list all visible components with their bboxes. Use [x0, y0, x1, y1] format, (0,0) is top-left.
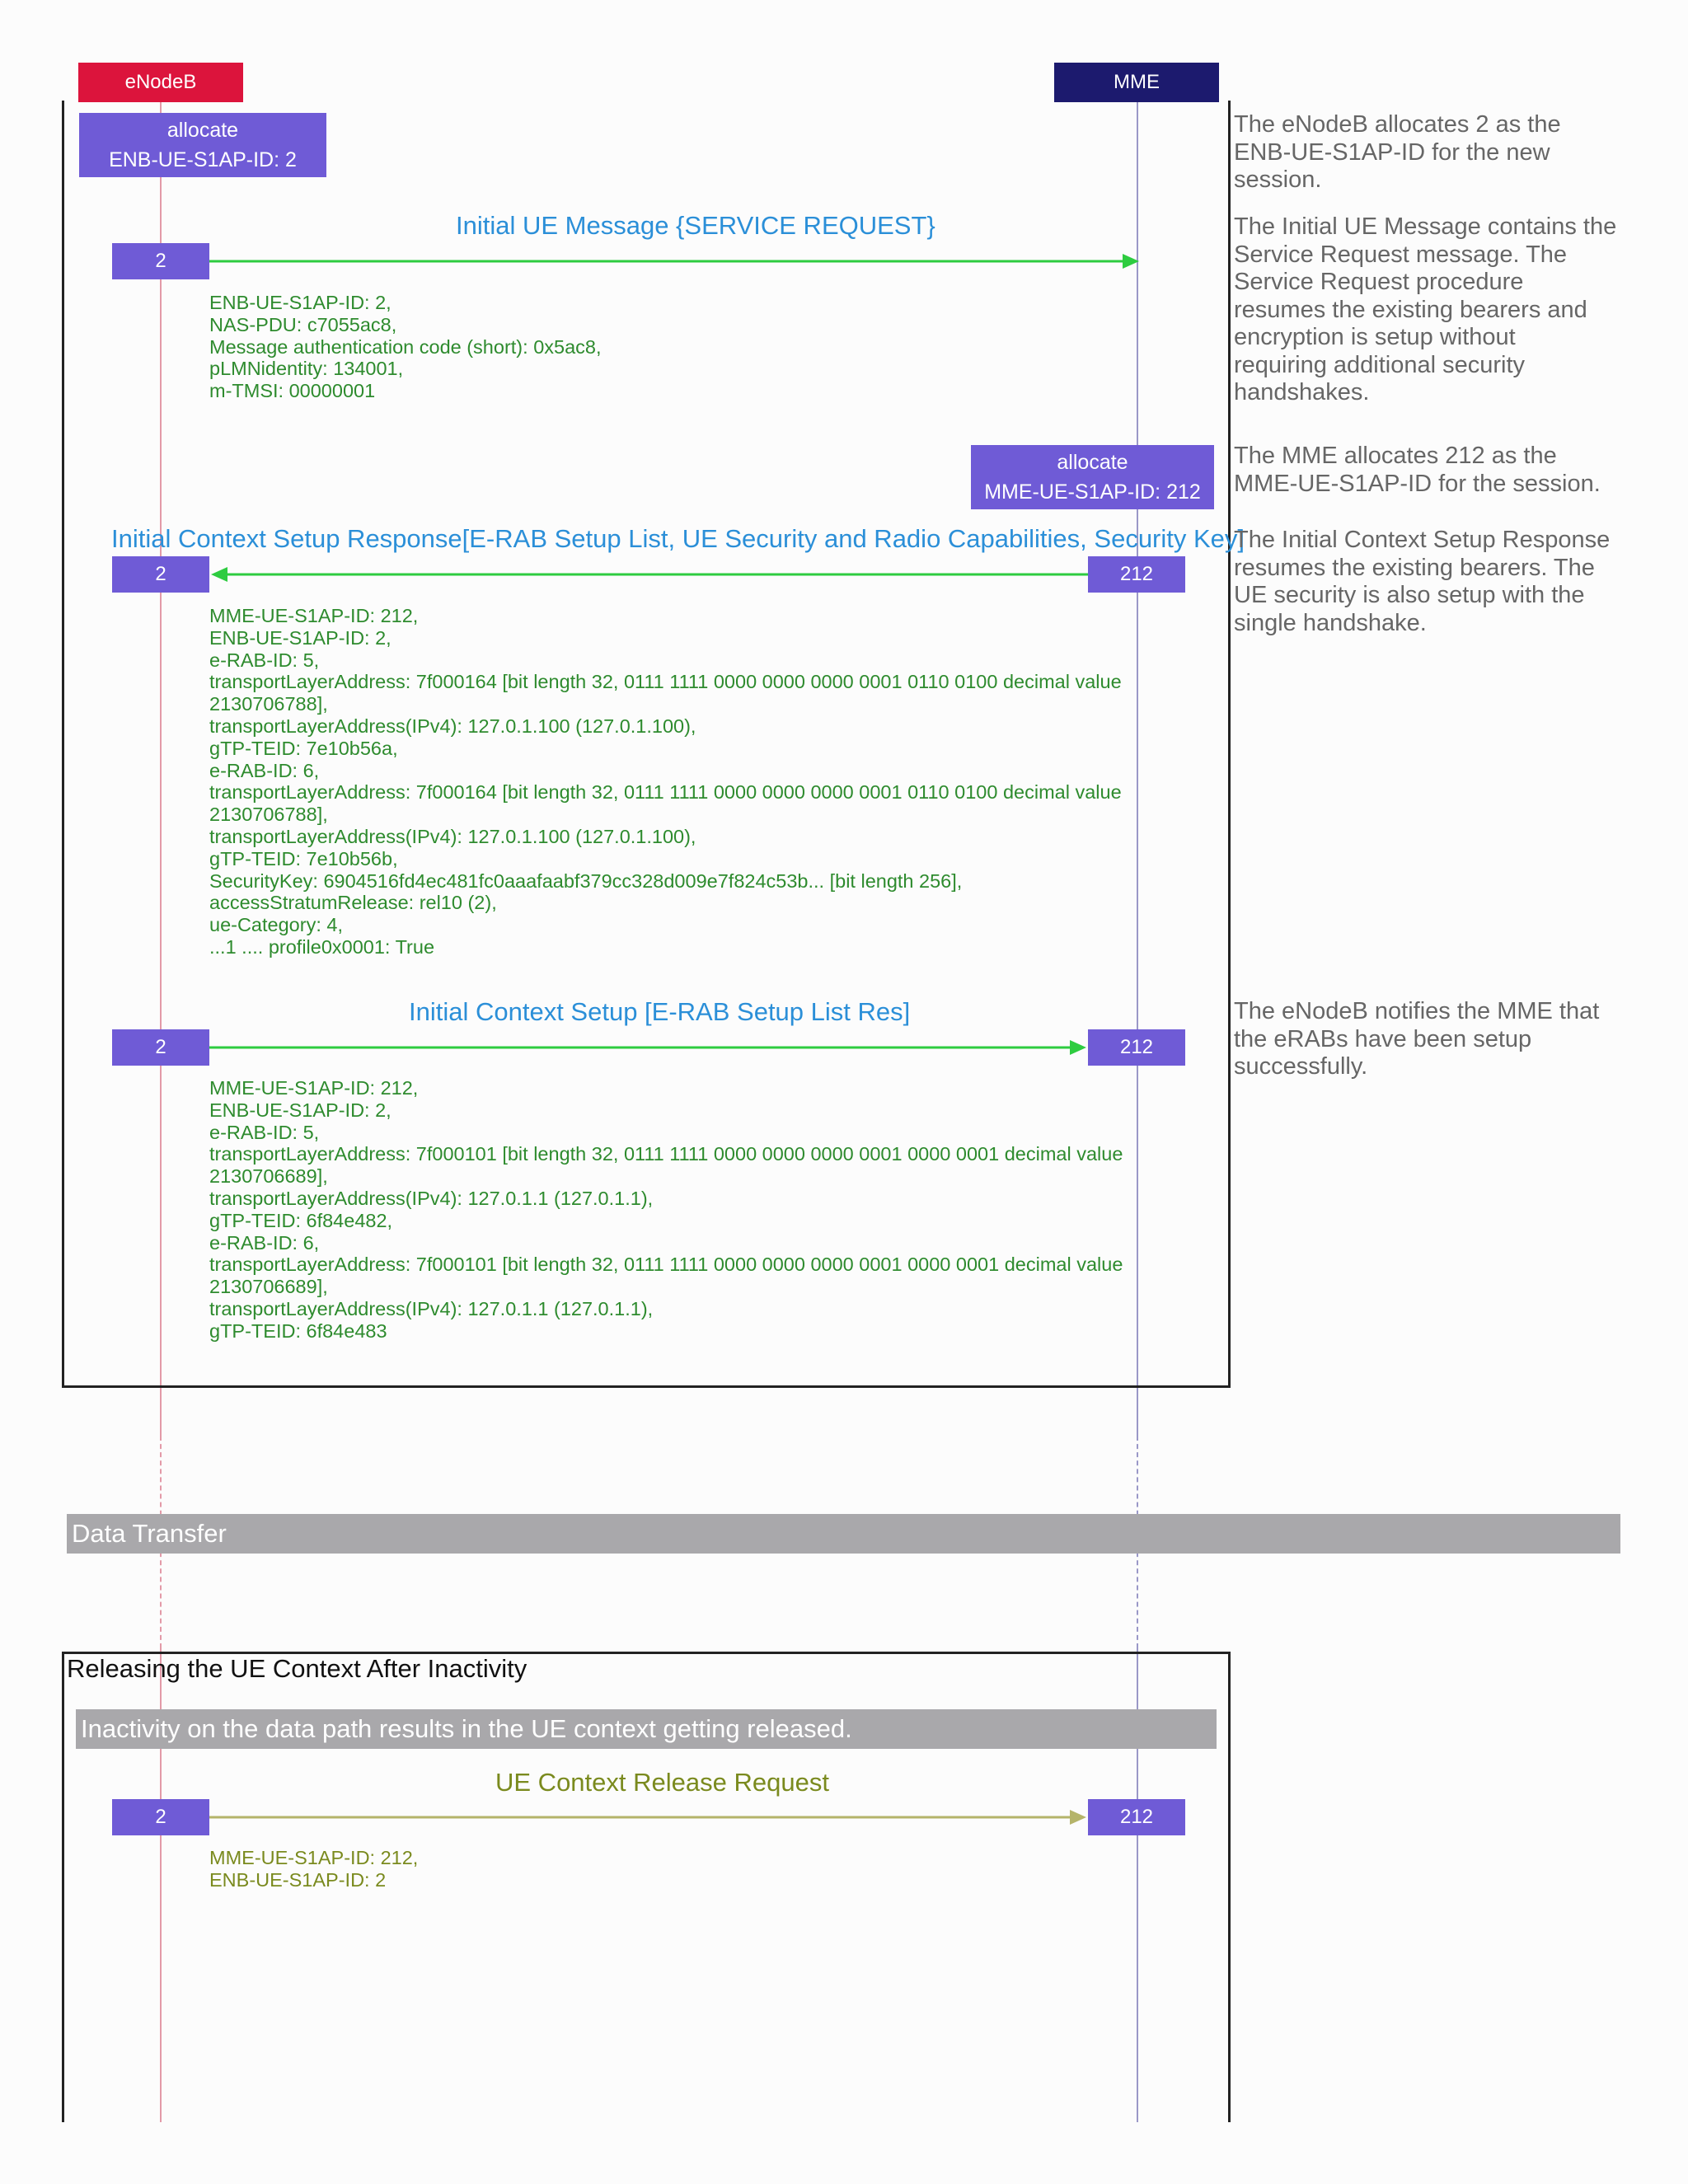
msg2-params: MME-UE-S1AP-ID: 212, ENB-UE-S1AP-ID: 2, e-RAB-ID: 5, transportLayerAddress: 7f000164 [bit length 32, 0111 1111 0000 0000 0000 0001 0110 0100 decimal value 2130706788], transportLayerAddress(IPv4): 127.0.1.100 (127.0.1.100), gTP-TEID: 7e10b56a, e-RAB-ID: 6, transportLayerAddress: 7f000164 [bit length 32, 0111 1111 0000 0000 0000 0001 0110 0100 decimal value 2130706788], transportLayerAddress(IPv4): 127.0.1.100 (127.0.1.100), gTP-TEID: 7e10b56b, SecurityKey: 6904516fd4ec481fc0aaafaabf379cc328d009e7f824c53b... [bit length 256], accessStratumRelease: rel10 (2), ue-Category: 4, ...1 .... profile0x0001: True [209, 605, 1122, 958]
allocate-enb-label: allocate [166, 119, 239, 142]
note-msg1: The Initial UE Message contains the Service Request message. The Service Request procedure resumes the existing bearers and encryption is setup without requiring additional security handshakes. [1234, 213, 1617, 405]
msg2-arrow [209, 565, 1088, 584]
note-msg2: The Initial Context Setup Response resumes the existing bearers. The UE security is also setup with the single handshake. [1234, 527, 1611, 636]
msg3-title: Initial Context Setup [E-RAB Setup List Res] [409, 997, 911, 1026]
msg4-right-id: 212 [1088, 1799, 1185, 1835]
actor-enodeb: eNodeB [78, 63, 243, 102]
msg2-title: Initial Context Setup Response[E-RAB Setup List, UE Security and Radio Capabilities, Security Key] [111, 524, 1245, 553]
data-transfer-bar: Data Transfer [67, 1514, 1620, 1554]
actor-mme: MME [1054, 63, 1219, 102]
msg4-arrow [209, 1807, 1088, 1827]
note-alloc-enb: The eNodeB allocates 2 as the ENB-UE-S1AP-ID for the new session. [1234, 111, 1561, 193]
msg1-left-id: 2 [112, 243, 209, 279]
msg3-arrow [209, 1038, 1088, 1057]
msg1-title: Initial UE Message {SERVICE REQUEST} [456, 211, 935, 240]
release-frame-title: Releasing the UE Context After Inactivity [67, 1654, 528, 1683]
note-alloc-mme: The MME allocates 212 as the MME-UE-S1AP-ID for the session. [1234, 443, 1601, 497]
inactivity-banner: Inactivity on the data path results in the UE context getting released. [76, 1709, 1217, 1749]
msg4-params: MME-UE-S1AP-ID: 212, ENB-UE-S1AP-ID: 2 [209, 1847, 419, 1891]
note-msg3: The eNodeB notifies the MME that the eRABs have been setup successfully. [1234, 998, 1600, 1080]
msg3-left-id: 2 [112, 1029, 209, 1066]
allocate-mme-value: MME-UE-S1AP-ID: 212 [984, 480, 1201, 504]
msg3-params: MME-UE-S1AP-ID: 212, ENB-UE-S1AP-ID: 2, e-RAB-ID: 5, transportLayerAddress: 7f000101 [bit length 32, 0111 1111 0000 0000 0000 0001 0000 0001 decimal value 2130706689], transportLayerAddress(IPv4): 127.0.1.1 (127.0.1.1), gTP-TEID: 6f84e482, e-RAB-ID: 6, transportLayerAddress: 7f000101 [bit length 32, 0111 1111 0000 0000 0000 0001 0000 0001 decimal value 2130706689], transportLayerAddress(IPv4): 127.0.1.1 (127.0.1.1), gTP-TEID: 6f84e483 [209, 1077, 1123, 1342]
msg2-right-id: 212 [1088, 556, 1185, 593]
msg1-params: ENB-UE-S1AP-ID: 2, NAS-PDU: c7055ac8, Message authentication code (short): 0x5ac8, pLMNidentity: 134001, m-TMSI: 00000001 [209, 292, 602, 402]
msg4-title: UE Context Release Request [495, 1768, 829, 1797]
msg2-left-id: 2 [112, 556, 209, 593]
msg1-arrow [209, 251, 1141, 271]
allocate-mme-id-box [971, 445, 1214, 509]
msg3-right-id: 212 [1088, 1029, 1185, 1066]
allocate-enb-value: ENB-UE-S1AP-ID: 2 [109, 148, 297, 171]
msg4-left-id: 2 [112, 1799, 209, 1835]
allocate-enb-id-box [79, 113, 326, 177]
allocate-mme-label: allocate [1057, 451, 1128, 474]
